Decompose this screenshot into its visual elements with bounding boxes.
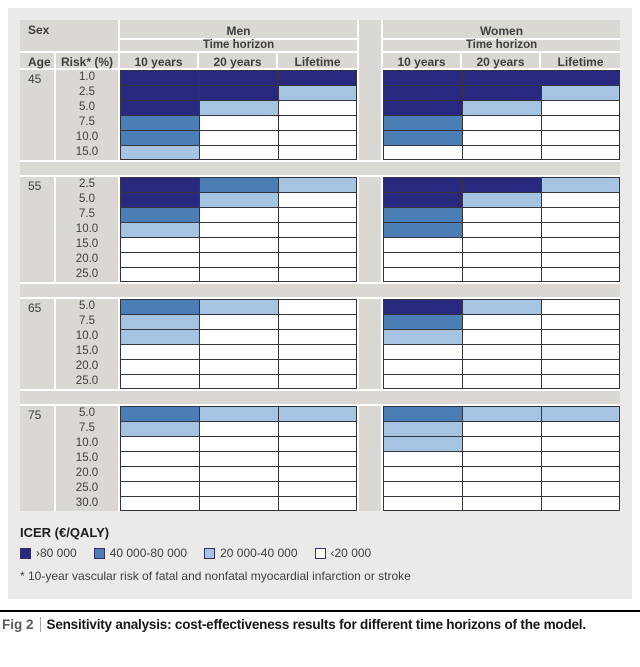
icer-cell-men: [199, 115, 278, 130]
men-col-10-years: 10 years: [120, 53, 199, 68]
age-block-55: [20, 177, 620, 282]
icer-cell-women: [541, 374, 620, 389]
women-data-grid: [383, 177, 620, 282]
icer-cell-men: [278, 374, 357, 389]
caption-text: Sensitivity analysis: cost-effectiveness results for different time horizons of the model.: [46, 617, 586, 632]
risk-value: 5.0: [79, 101, 95, 113]
age-block-45: [20, 70, 620, 160]
risk-value: 5.0: [79, 193, 95, 205]
women-col-lifetime: Lifetime: [541, 53, 620, 68]
risk-value: 10.0: [75, 437, 99, 449]
risk-value: 15.0: [75, 146, 99, 158]
sex-header: Sex: [20, 20, 120, 53]
age-value: 55: [20, 177, 56, 282]
icer-cell-women: [462, 207, 541, 222]
women-col-20-years: 20 years: [462, 53, 541, 68]
icer-cell-men: [199, 451, 278, 466]
risk-value: 15.0: [75, 452, 99, 464]
icer-cell-women: [383, 70, 462, 85]
icer-cell-men: [120, 267, 199, 282]
legend-label: ›80 000: [36, 546, 77, 560]
icer-cell-men: [120, 329, 199, 344]
icer-cell-men: [120, 299, 199, 314]
icer-cell-men: [120, 496, 199, 511]
icer-cell-women: [541, 466, 620, 481]
icer-cell-women: [383, 267, 462, 282]
icer-cell-women: [462, 466, 541, 481]
icer-cell-women: [462, 100, 541, 115]
icer-cell-women: [383, 374, 462, 389]
risk-value: 25.0: [75, 375, 99, 387]
icer-cell-men: [199, 85, 278, 100]
icer-cell-women: [462, 252, 541, 267]
icer-cell-women: [462, 85, 541, 100]
icer-cell-men: [199, 466, 278, 481]
risk-value: 20.0: [75, 467, 99, 479]
icer-cell-men: [278, 299, 357, 314]
icer-cell-men: [278, 496, 357, 511]
men-column-headers: [120, 53, 357, 70]
icer-cell-men: [120, 252, 199, 267]
icer-cell-men: [278, 481, 357, 496]
icer-cell-women: [462, 451, 541, 466]
icer-cell-women: [462, 314, 541, 329]
icer-cell-men: [199, 329, 278, 344]
icer-cell-men: [199, 100, 278, 115]
icer-cell-men: [199, 207, 278, 222]
women-data-grid: [383, 299, 620, 389]
icer-cell-women: [541, 252, 620, 267]
icer-cell-men: [278, 207, 357, 222]
icer-cell-women: [383, 115, 462, 130]
icer-cell-men: [278, 130, 357, 145]
icer-cell-women: [383, 481, 462, 496]
icer-cell-men: [120, 374, 199, 389]
icer-cell-women: [383, 100, 462, 115]
icer-cell-men: [199, 314, 278, 329]
icer-cell-men: [120, 207, 199, 222]
figure-panel: [8, 8, 632, 599]
age-block-65: [20, 299, 620, 389]
icer-cell-women: [383, 85, 462, 100]
icer-cell-women: [541, 70, 620, 85]
legend: [20, 525, 620, 560]
icer-cell-women: [383, 421, 462, 436]
icer-cell-men: [120, 192, 199, 207]
icer-cell-women: [462, 237, 541, 252]
icer-cell-women: [541, 207, 620, 222]
icer-cell-women: [383, 466, 462, 481]
legend-label: 20 000-40 000: [220, 546, 298, 560]
icer-cell-women: [383, 314, 462, 329]
men-data-grid: [120, 406, 357, 511]
risk-value: 7.5: [79, 116, 95, 128]
risk-column: [56, 70, 120, 160]
risk-value: 10.0: [75, 223, 99, 235]
age-value: 75: [20, 406, 56, 511]
icer-cell-men: [278, 359, 357, 374]
sex-group-divider: [357, 299, 383, 389]
icer-cell-men: [278, 267, 357, 282]
figure-number: Fig 2: [2, 617, 34, 632]
risk-header: Risk* (%): [56, 53, 120, 70]
heatmap-body: [20, 70, 620, 511]
icer-cell-women: [541, 406, 620, 421]
icer-cell-women: [383, 496, 462, 511]
legend-item: [315, 546, 372, 560]
risk-value: 2.5: [79, 86, 95, 98]
risk-value: 5.0: [79, 300, 95, 312]
legend-swatch-icon: [204, 548, 215, 559]
sex-group-divider: [357, 70, 383, 160]
icer-cell-men: [120, 145, 199, 160]
women-col-10-years: 10 years: [383, 53, 462, 68]
icer-cell-men: [199, 145, 278, 160]
women-group-header: Women: [383, 20, 620, 40]
icer-cell-men: [278, 436, 357, 451]
icer-cell-men: [278, 451, 357, 466]
icer-cell-women: [541, 85, 620, 100]
icer-cell-women: [462, 496, 541, 511]
icer-cell-women: [383, 130, 462, 145]
legend-items: [20, 546, 620, 560]
icer-cell-men: [199, 252, 278, 267]
icer-cell-women: [541, 314, 620, 329]
icer-cell-men: [120, 314, 199, 329]
icer-cell-men: [199, 344, 278, 359]
risk-column: [56, 299, 120, 389]
icer-cell-women: [462, 115, 541, 130]
icer-cell-men: [199, 177, 278, 192]
footnote: * 10-year vascular risk of fatal and nonfatal myocardial infarction or stroke: [20, 569, 411, 583]
risk-value: 30.0: [75, 497, 99, 509]
icer-cell-men: [199, 496, 278, 511]
icer-cell-women: [541, 115, 620, 130]
icer-cell-women: [462, 267, 541, 282]
sex-group-divider: [357, 177, 383, 282]
icer-cell-women: [541, 496, 620, 511]
icer-cell-women: [462, 299, 541, 314]
risk-value: 2.5: [79, 178, 95, 190]
legend-title: ICER (€/QALY): [20, 525, 110, 540]
legend-item: [20, 546, 77, 560]
icer-cell-women: [383, 344, 462, 359]
icer-cell-women: [541, 130, 620, 145]
icer-cell-women: [541, 359, 620, 374]
icer-cell-women: [462, 70, 541, 85]
men-group-header: Men: [120, 20, 357, 40]
icer-cell-men: [278, 421, 357, 436]
icer-cell-men: [278, 237, 357, 252]
women-column-headers: [383, 53, 620, 70]
icer-cell-men: [120, 481, 199, 496]
icer-cell-men: [278, 466, 357, 481]
legend-swatch-icon: [94, 548, 105, 559]
icer-cell-men: [120, 130, 199, 145]
women-data-grid: [383, 406, 620, 511]
icer-cell-women: [541, 481, 620, 496]
icer-cell-women: [541, 421, 620, 436]
icer-cell-women: [462, 329, 541, 344]
men-col-20-years: 20 years: [199, 53, 278, 68]
icer-cell-men: [199, 481, 278, 496]
icer-cell-men: [278, 222, 357, 237]
icer-cell-women: [383, 406, 462, 421]
risk-value: 15.0: [75, 238, 99, 250]
icer-cell-women: [383, 192, 462, 207]
time-horizon-header-women: Time horizon: [383, 40, 620, 53]
icer-cell-women: [462, 222, 541, 237]
icer-cell-men: [278, 192, 357, 207]
icer-cell-women: [462, 145, 541, 160]
icer-cell-men: [199, 222, 278, 237]
risk-value: 25.0: [75, 268, 99, 280]
icer-cell-men: [199, 436, 278, 451]
icer-cell-women: [383, 252, 462, 267]
risk-value: 15.0: [75, 345, 99, 357]
icer-cell-women: [462, 406, 541, 421]
icer-cell-men: [199, 359, 278, 374]
icer-cell-women: [383, 299, 462, 314]
risk-column: [56, 177, 120, 282]
icer-cell-women: [383, 329, 462, 344]
icer-cell-women: [462, 177, 541, 192]
age-block-75: [20, 406, 620, 511]
icer-cell-men: [278, 252, 357, 267]
icer-cell-women: [462, 359, 541, 374]
risk-value: 25.0: [75, 482, 99, 494]
sex-group-divider: [357, 406, 383, 511]
icer-cell-women: [462, 192, 541, 207]
icer-cell-men: [278, 314, 357, 329]
icer-cell-men: [120, 344, 199, 359]
icer-cell-women: [541, 100, 620, 115]
legend-swatch-icon: [315, 548, 326, 559]
icer-cell-men: [278, 406, 357, 421]
risk-value: 10.0: [75, 131, 99, 143]
icer-cell-women: [541, 329, 620, 344]
icer-cell-men: [120, 85, 199, 100]
age-value: 45: [20, 70, 56, 160]
icer-cell-men: [278, 145, 357, 160]
figure-caption: [0, 610, 640, 632]
table-header: [20, 20, 620, 70]
risk-value: 7.5: [79, 315, 95, 327]
icer-cell-women: [541, 344, 620, 359]
icer-cell-men: [199, 130, 278, 145]
icer-cell-men: [199, 192, 278, 207]
icer-cell-women: [383, 359, 462, 374]
icer-cell-women: [383, 207, 462, 222]
icer-cell-men: [278, 70, 357, 85]
icer-cell-men: [120, 100, 199, 115]
legend-swatch-icon: [20, 548, 31, 559]
legend-label: ‹20 000: [330, 546, 372, 560]
icer-cell-women: [462, 421, 541, 436]
women-data-grid: [383, 70, 620, 160]
icer-cell-men: [199, 374, 278, 389]
risk-value: 10.0: [75, 330, 99, 342]
risk-value: 5.0: [79, 407, 95, 419]
icer-cell-women: [462, 344, 541, 359]
icer-cell-men: [278, 344, 357, 359]
icer-cell-men: [199, 237, 278, 252]
age-block-separator: [20, 282, 620, 299]
icer-cell-women: [462, 374, 541, 389]
icer-cell-men: [199, 406, 278, 421]
icer-cell-women: [541, 267, 620, 282]
icer-cell-women: [383, 177, 462, 192]
men-data-grid: [120, 299, 357, 389]
icer-cell-men: [120, 436, 199, 451]
icer-cell-men: [120, 451, 199, 466]
icer-cell-women: [462, 436, 541, 451]
icer-cell-women: [462, 481, 541, 496]
risk-column: [56, 406, 120, 511]
icer-cell-women: [462, 130, 541, 145]
icer-cell-men: [278, 177, 357, 192]
legend-item: [94, 546, 187, 560]
icer-cell-women: [383, 436, 462, 451]
age-header: Age: [20, 53, 56, 70]
icer-cell-women: [383, 145, 462, 160]
risk-value: 7.5: [79, 208, 95, 220]
icer-cell-men: [120, 237, 199, 252]
men-data-grid: [120, 177, 357, 282]
icer-cell-women: [541, 222, 620, 237]
icer-cell-men: [278, 115, 357, 130]
icer-cell-women: [383, 237, 462, 252]
icer-cell-men: [199, 70, 278, 85]
men-data-grid: [120, 70, 357, 160]
icer-cell-men: [278, 85, 357, 100]
icer-cell-women: [383, 222, 462, 237]
icer-cell-men: [120, 406, 199, 421]
icer-cell-men: [278, 329, 357, 344]
icer-cell-men: [120, 466, 199, 481]
risk-value: 1.0: [79, 71, 95, 83]
age-value: 65: [20, 299, 56, 389]
icer-cell-women: [541, 177, 620, 192]
caption-divider: [40, 617, 41, 632]
icer-cell-men: [120, 222, 199, 237]
icer-cell-men: [120, 177, 199, 192]
icer-cell-women: [383, 451, 462, 466]
age-block-separator: [20, 389, 620, 406]
sex-group-divider: [357, 20, 383, 70]
icer-cell-men: [120, 70, 199, 85]
icer-cell-women: [541, 436, 620, 451]
icer-cell-men: [278, 100, 357, 115]
icer-cell-men: [120, 359, 199, 374]
men-col-lifetime: Lifetime: [278, 53, 357, 68]
legend-item: [204, 546, 297, 560]
risk-value: 20.0: [75, 253, 99, 265]
icer-cell-men: [199, 267, 278, 282]
icer-cell-women: [541, 237, 620, 252]
icer-cell-men: [120, 115, 199, 130]
icer-cell-women: [541, 192, 620, 207]
icer-cell-men: [199, 421, 278, 436]
icer-cell-men: [120, 421, 199, 436]
icer-cell-women: [541, 451, 620, 466]
risk-value: 7.5: [79, 422, 95, 434]
icer-cell-women: [541, 145, 620, 160]
age-block-separator: [20, 160, 620, 177]
risk-value: 20.0: [75, 360, 99, 372]
time-horizon-header-men: Time horizon: [120, 40, 357, 53]
icer-cell-women: [541, 299, 620, 314]
icer-cell-men: [199, 299, 278, 314]
legend-label: 40 000-80 000: [109, 546, 188, 560]
